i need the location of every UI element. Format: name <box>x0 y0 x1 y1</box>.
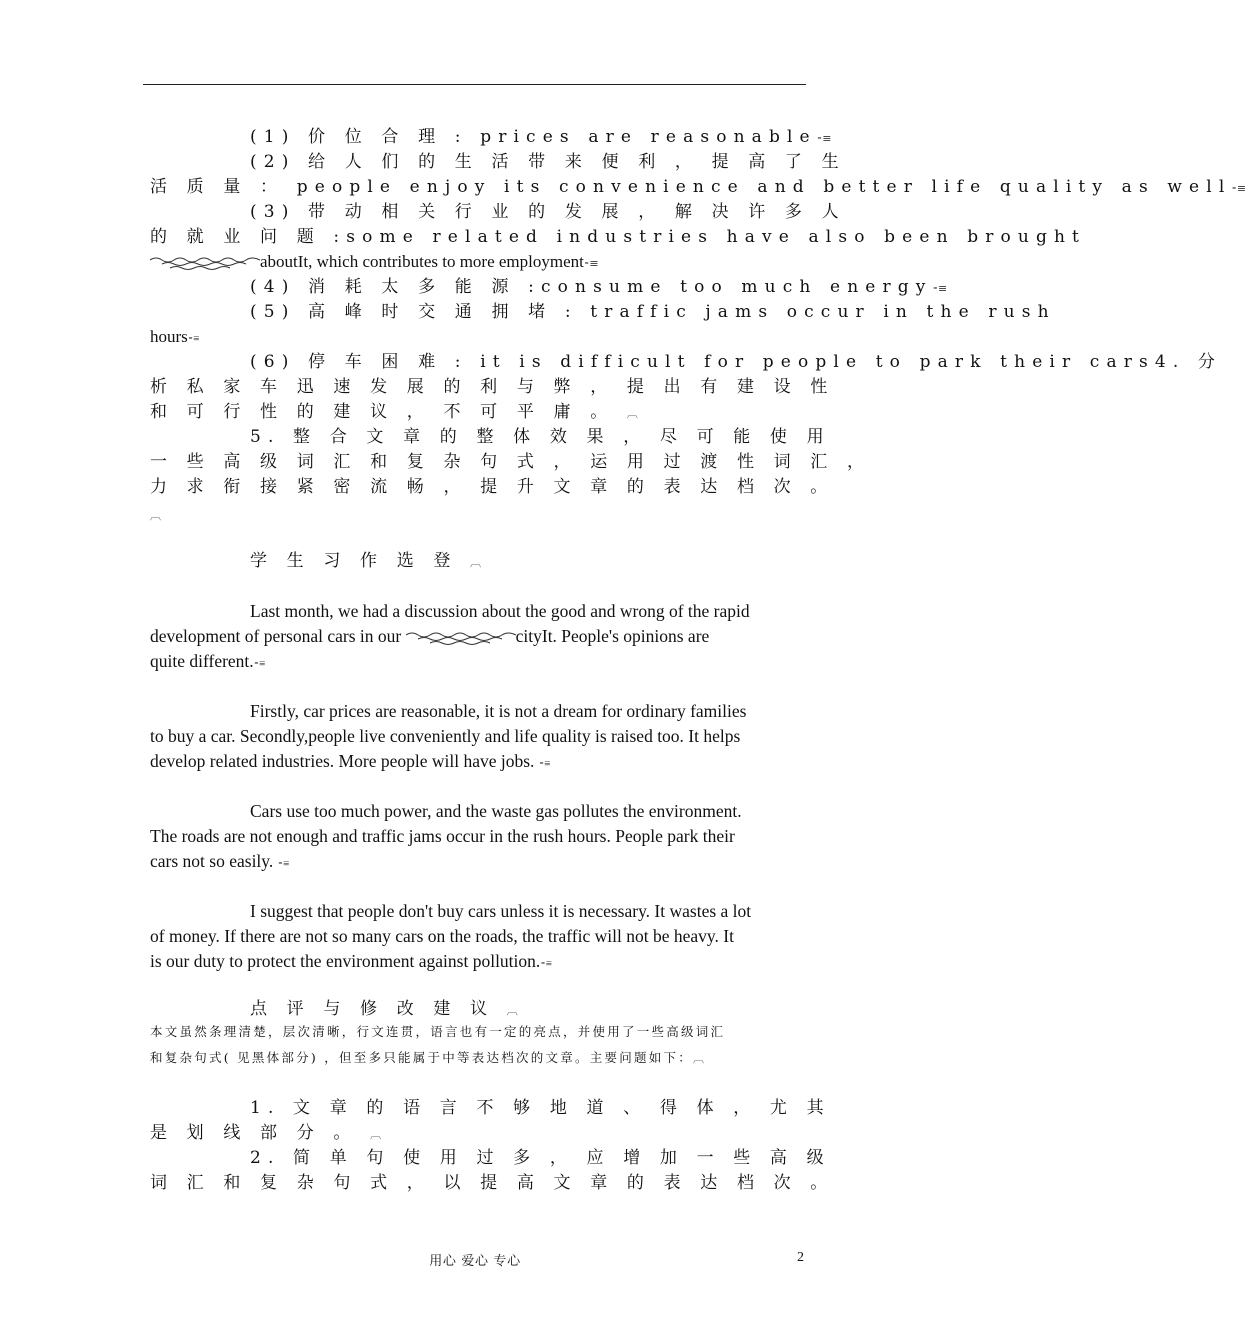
essay-text: of money. If there are not so many cars on the roads, the traffic will not be heavy. It <box>150 926 734 946</box>
essay-text: development of personal cars in our <box>150 626 402 646</box>
essay-text: The roads are not enough and traffic jams occur in the rush hours. People park their <box>150 826 735 846</box>
list-item-7-cont2 <box>150 475 835 499</box>
line-end-mark: ⁃≡ <box>277 858 290 870</box>
list-item-text: (4) 消 耗 太 多 能 源 :consume too much energy <box>250 277 933 297</box>
list-item-text: 的 就 业 问 题 :some related industries have also been brought <box>150 227 1087 247</box>
essay-text: I suggest that people don't buy cars unless it is necessary. It wastes a lot <box>250 901 752 921</box>
essay-p1-line3 <box>150 649 800 676</box>
review-text: 是 划 线 部 分 。 <box>150 1123 358 1143</box>
list-item-1 <box>250 125 832 151</box>
essay-p4-line1 <box>250 899 800 923</box>
squiggle-underline-icon <box>406 631 516 645</box>
list-item-text: (1) 价 位 合 理 : prices are reasonable <box>250 127 817 147</box>
paragraph-mark: ︹ <box>470 556 482 569</box>
list-item-text: 5. 整 合 文 章 的 整 体 效 果 ， 尽 可 能 使 用 <box>250 427 831 447</box>
list-item-text: 活 质 量 ： people enjoy its convenience and better life quality as well <box>150 177 1232 197</box>
list-item-text: 一 些 高 级 词 汇 和 复 杂 句 式 ， 运 用 过 渡 性 词 汇 ， <box>150 452 872 472</box>
essay-p2-line2 <box>150 724 800 748</box>
essay-text: to buy a car. Secondly,people live conveniently and life quality is raised too. It helps <box>150 726 741 746</box>
list-item-text: aboutIt, which contributes to more employment <box>260 252 584 271</box>
list-item-5-cont <box>150 325 800 351</box>
essay-p4-line2 <box>150 924 800 948</box>
section-title: 点 评 与 修 改 建 议 <box>250 999 495 1019</box>
review-text: 本文虽然条理清楚，层次清晰，行文连贯，语言也有一定的亮点，并使用了一些高级词汇 <box>150 1024 726 1039</box>
essay-p1-line2 <box>150 624 800 648</box>
line-end-mark: ⁃≡ <box>1231 182 1246 195</box>
essay-text: cars not so easily. <box>150 851 274 871</box>
list-item-5 <box>250 300 1056 324</box>
line-end-mark: ⁃≡ <box>187 333 200 345</box>
list-item-text: (6) 停 车 困 难 : it is difficult for people to park their cars4. 分 <box>250 352 1223 372</box>
section-title: 学 生 习 作 选 登 <box>250 551 458 571</box>
list-item-2-cont <box>150 175 1246 201</box>
essay-p2-line3 <box>150 749 800 776</box>
paragraph-mark: ︹ <box>626 407 638 420</box>
review-heading <box>250 997 800 1023</box>
squiggle-underline-icon <box>150 256 260 270</box>
list-item-2 <box>250 150 846 174</box>
essay-p3-line2 <box>150 824 800 848</box>
list-item-text: hours <box>150 327 188 346</box>
review-item-1 <box>250 1096 831 1120</box>
list-item-6-cont <box>150 375 835 399</box>
paragraph-mark: ︹ <box>692 1052 704 1065</box>
list-item-7-cont <box>150 450 872 474</box>
essay-text: Firstly, car prices are reasonable, it is not a dream for ordinary families <box>250 701 747 721</box>
list-item-3-cont <box>150 225 1087 249</box>
list-item-text: 力 求 衔 接 紧 密 流 畅 ， 提 升 文 章 的 表 达 档 次 。 <box>150 477 835 497</box>
list-item-3 <box>250 200 846 224</box>
list-item-7 <box>250 425 831 449</box>
paragraph-mark: ︹ <box>506 1004 518 1017</box>
review-item-2 <box>250 1146 831 1170</box>
page-number: 2 <box>797 1250 804 1265</box>
line-end-mark: ⁃≡ <box>932 282 948 295</box>
line-end-mark: ⁃≡ <box>583 257 599 270</box>
essay-p1-line1 <box>250 599 800 623</box>
essay-p3-line1 <box>250 799 800 823</box>
list-item-6-cont2 <box>150 400 800 426</box>
line-end-mark: ⁃≡ <box>253 658 266 670</box>
list-item-6 <box>250 350 1223 374</box>
essay-text: Last month, we had a discussion about the good and wrong of the rapid <box>250 601 750 621</box>
paragraph-mark: ︹ <box>370 1128 382 1141</box>
essay-heading <box>250 549 800 575</box>
essay-text: Cars use too much power, and the waste gas pollutes the environment. <box>250 801 742 821</box>
essay-text: quite different. <box>150 651 254 671</box>
list-item-4 <box>250 275 948 301</box>
list-item-text: (5) 高 峰 时 交 通 拥 堵 : traffic jams occur in the rush <box>250 302 1056 322</box>
list-item-text: 析 私 家 车 迅 速 发 展 的 利 与 弊 ， 提 出 有 建 设 性 <box>150 377 835 397</box>
review-text: 词 汇 和 复 杂 句 式 ， 以 提 高 文 章 的 表 达 档 次 。 <box>150 1173 835 1193</box>
list-item-text: 和 可 行 性 的 建 议 ， 不 可 平 庸 。 <box>150 402 615 422</box>
paragraph-mark: ︹ <box>150 509 161 522</box>
list-item-text: (3) 带 动 相 关 行 业 的 发 展 ， 解 决 许 多 人 <box>250 202 846 222</box>
essay-text: cityIt. People's opinions are <box>515 626 710 646</box>
review-item-2-cont <box>150 1171 835 1195</box>
review-text: 和复杂句式( 见黑体部分) ，但至多只能属于中等表达档次的文章。主要问题如下： <box>150 1050 693 1065</box>
line-end-mark: ⁃≡ <box>540 958 552 970</box>
paragraph-mark-line <box>150 502 800 528</box>
page-footer: 用心 爱心 专心 <box>429 1254 521 1269</box>
header-rule <box>143 84 806 85</box>
list-item-text: (2) 给 人 们 的 生 活 带 来 便 利 ， 提 高 了 生 <box>250 152 846 172</box>
list-item-3-cont2 <box>150 250 800 276</box>
review-summary-line2 <box>150 1049 800 1068</box>
review-item-1-cont <box>150 1121 800 1147</box>
line-end-mark: ⁃≡ <box>816 132 832 145</box>
line-end-mark: ⁃≡ <box>538 758 551 770</box>
review-text: 1. 文 章 的 语 言 不 够 地 道 、 得 体 ， 尤 其 <box>250 1098 831 1118</box>
essay-text: develop related industries. More people will have jobs. <box>150 751 535 771</box>
essay-p4-line3 <box>150 949 800 976</box>
review-text: 2. 简 单 句 使 用 过 多 ， 应 增 加 一 些 高 级 <box>250 1148 831 1168</box>
essay-p2-line1 <box>250 699 800 723</box>
essay-text: is our duty to protect the environment against pollution. <box>150 951 541 971</box>
review-summary-line1 <box>150 1023 800 1041</box>
essay-p3-line3 <box>150 849 800 876</box>
